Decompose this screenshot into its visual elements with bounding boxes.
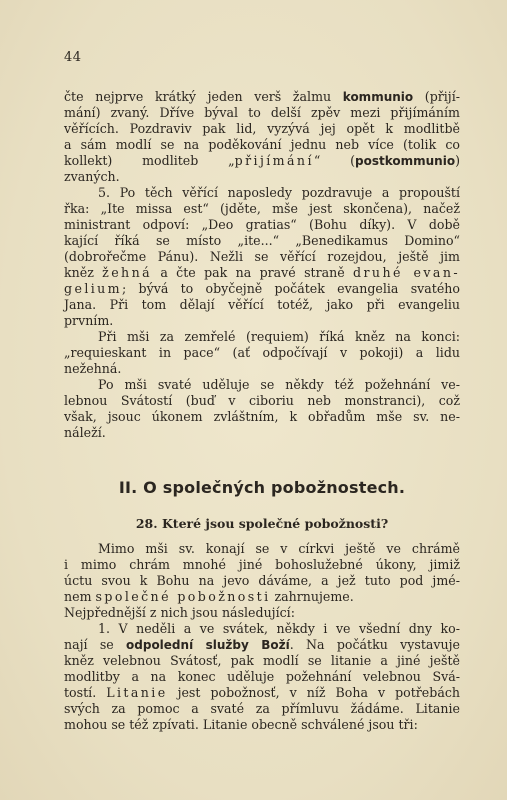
text-line: i mimo chrám mnohé jiné bohoslužebné úkony, jimiž [64,557,460,572]
bold-term: odpolední služby Boží [126,638,290,652]
text-line: náleží. [64,425,106,440]
text-line: tostí. Litanie jest pobožnosť, v níž Boha v potřebách [64,685,460,700]
spaced-emphasis: Litanie [106,685,168,700]
text-line: 5. Po těch věřící naposledy pozdravuje a propouští [98,185,460,200]
text-line: kněz žehná a čte pak na pravé straně druhé evan- [64,265,460,280]
text-line: (dobrořečme Pánu). Nežli se věřící rozejdou, ještě jim [64,249,460,264]
text-line: lebnou Svátostí (buď v ciboriu neb monstranci), což [64,393,460,408]
bold-term: kommunio [342,90,414,104]
text-line: ministrant odpoví: „Deo gratias“ (Bohu díky). V době [64,217,460,232]
paragraph-requiem [64,329,460,377]
paragraph-communion [64,89,460,185]
question-heading: 28. Které jsou společné pobožnosti? [135,516,389,531]
bold-term: postkommunio [355,154,456,168]
text-line: však, jsouc úkonem zvláštním, k obřadům mše sv. ne- [64,409,460,424]
text-line: nežehná. [64,361,122,376]
paragraph-common-devotions [64,541,460,605]
spaced-emphasis: druhé evan- [353,265,460,280]
text-line: mohou se též zpívati. Litanie obecně schválené jsou tři: [64,717,418,732]
text-line: 1. V neděli a ve svátek, někdy i ve všední dny ko- [98,621,460,636]
text-line: čte nejprve krátký jeden verš žalmu kommunio (přijí- [64,89,460,104]
text-line: Jana. Při tom dělají věřící totéž, jako při evangeliu [64,297,460,312]
text-line: a sám modlí se na poděkování jednu neb více (tolik co [64,137,460,152]
text-line: řka: „Ite missa est“ (jděte, mše jest skončena), načež [64,201,460,216]
text-line: Po mši svaté uděluje se někdy též požehnání ve- [98,377,460,392]
spaced-emphasis: gelium [64,281,123,296]
text-line: svých za pomoc a svaté za přímluvu žádáme. Litanie [64,701,460,716]
text-line: zvaných. [64,169,120,184]
paragraph-dismissal [64,185,460,329]
page-number: 44 [64,50,82,65]
text-line: Mimo mši sv. konají se v církvi ještě ve chrámě [98,541,460,556]
text-line: kněz velebnou Svátosť, pak modlí se litanie a jiné ještě [64,653,460,668]
text-line: Při mši za zemřelé (requiem) říká kněz na konci: [98,329,460,344]
text-line: Nejpřednější z nich jsou následující: [64,605,295,620]
paragraph-blessing [64,377,460,441]
paragraph-list-intro [64,605,460,621]
text-line: prvním. [64,313,114,328]
text-line: nají se odpolední služby Boží. Na počátku vystavuje [64,637,460,652]
text-line: mání) zvaný. Dříve býval to delší zpěv mezi přijímáním [64,105,460,120]
text-line: kollekt) modliteb „přijímání“ (postkommunio) [64,153,461,168]
section-heading: II. O společných pobožnostech. [118,478,406,497]
paragraph-afternoon-services [64,621,460,733]
text-line: věřících. Pozdraviv pak lid, vyzývá jej opět k modlitbě [64,121,460,136]
spaced-emphasis: žehná [102,265,152,280]
text-line: „requieskant in pace“ (ať odpočívají v pokoji) a lidu [64,345,460,360]
spaced-emphasis: společné pobožnosti [95,589,271,604]
text-line: kající říká se místo „ite...“ „Benedikamus Domino“ [64,233,460,248]
text-line: nem společné pobožnosti zahrnujeme. [64,589,354,604]
text-line: úctu svou k Bohu na jevo dáváme, a jež tuto pod jmé- [64,573,460,588]
text-line: modlitby a na konec uděluje požehnání velebnou Svá- [64,669,460,684]
spaced-emphasis: přijímání [234,153,314,168]
text-line: gelium; bývá to obyčejně počátek evangelia svatého [64,281,460,296]
